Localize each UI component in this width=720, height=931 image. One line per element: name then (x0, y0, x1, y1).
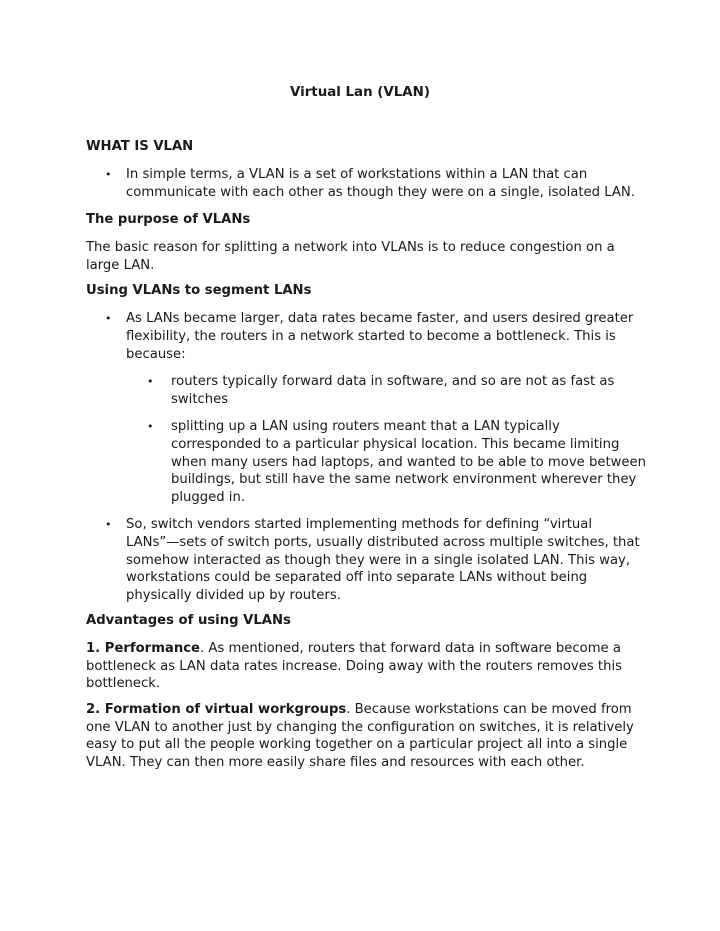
sub-list-item (86, 373, 646, 408)
list-item-text: As LANs became larger, data rates became faster, and users desired greater flexibility, the routers in a network started to become a bottleneck. This is because: (126, 311, 634, 362)
bullet-icon: • (147, 375, 154, 389)
list-item-text: So, switch vendors started implementing methods for defining “virtual LANs”—sets of switch ports, usually distributed across multiple switches, that somehow interacted as though they were in a single isolated LAN. This way, workstations could be separated off into separate LANs without being physically divided up by routers. (126, 517, 640, 603)
segment-sublist (86, 373, 646, 506)
what-is-vlan-list (86, 166, 646, 201)
section-heading-advantages: Advantages of using VLANs (86, 613, 291, 629)
sub-list-item (86, 418, 646, 506)
advantage-lead: 2. Formation of virtual workgroups (86, 702, 347, 718)
advantage-item-workgroups (86, 701, 646, 771)
list-item-text: In simple terms, a VLAN is a set of workstations within a LAN that can communicate with each other as though they were on a single, isolated LAN. (126, 167, 635, 200)
document-body (86, 138, 646, 771)
bullet-icon: • (105, 518, 112, 532)
bullet-icon: • (105, 168, 112, 181)
bullet-icon: • (147, 420, 154, 434)
section-heading-segment: Using VLANs to segment LANs (86, 283, 312, 299)
advantage-item-performance (86, 640, 646, 693)
purpose-paragraph: The basic reason for splitting a network into VLANs is to reduce congestion on a large LAN. (86, 240, 615, 273)
document-title: Virtual Lan (VLAN) (289, 85, 430, 100)
list-item (86, 310, 646, 363)
sub-list-item-text: routers typically forward data in software, and so are not as fast as switches (171, 374, 615, 407)
list-item (86, 166, 646, 201)
segment-list (86, 310, 646, 363)
segment-list-continued (86, 516, 646, 604)
list-item (86, 516, 646, 604)
advantage-text: . As mentioned, routers that forward data in software become a bottleneck as LAN data rates increase. Doing away with the routers removes this bottleneck. (86, 641, 622, 692)
sub-list-item-text: splitting up a LAN using routers meant that a LAN typically corresponded to a particular physical location. This became limiting when many users had laptops, and wanted to be able to move between buildings, but still have the same network environment wherever they plugged in. (171, 419, 646, 505)
advantage-text: . Because workstations can be moved from one VLAN to another just by changing the configuration on switches, it is relatively easy to put all the people working together on a particular project all into a single VLAN. They can then more easily share files and resources with each other. (86, 702, 634, 770)
section-heading-purpose: The purpose of VLANs (86, 212, 251, 228)
bullet-icon: • (105, 312, 112, 326)
section-heading-what-is-vlan: WHAT IS VLAN (86, 139, 194, 154)
advantage-lead: 1. Performance (86, 641, 200, 657)
